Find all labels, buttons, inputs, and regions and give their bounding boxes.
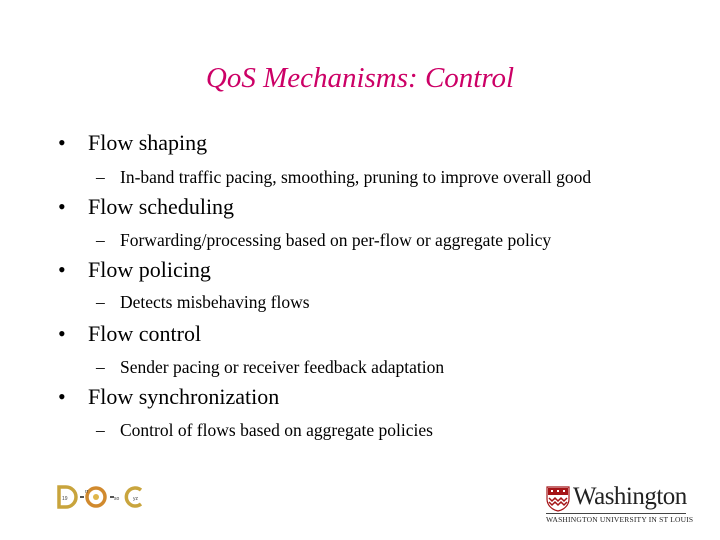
- washington-university-logo: [546, 483, 694, 524]
- svg-text:yz: yz: [133, 496, 138, 502]
- bullet-text: Flow scheduling: [88, 194, 235, 219]
- svg-text:rr: rr: [85, 489, 89, 495]
- bullet-item: [58, 321, 201, 347]
- dash-icon: –: [96, 230, 105, 250]
- sub-bullet-text: Sender pacing or receiver feedback adaptation: [120, 357, 445, 377]
- sub-bullet-text: Detects misbehaving flows: [120, 292, 310, 312]
- bullet-icon: •: [58, 257, 66, 282]
- bullet-text: Flow synchronization: [88, 384, 280, 409]
- slide-title: QoS Mechanisms: Control: [205, 62, 515, 94]
- sub-bullet-text: In-band traffic pacing, smoothing, pruning to improve overall good: [120, 167, 592, 187]
- bullet-icon: •: [58, 194, 66, 219]
- sub-bullet-text: Forwarding/processing based on per-flow or aggregate policy: [120, 230, 552, 250]
- sub-bullet-item: [96, 230, 551, 251]
- bullet-item: [58, 384, 279, 410]
- sub-bullet-item: [96, 357, 444, 378]
- bullet-item: [58, 194, 234, 220]
- bullet-item: [58, 130, 207, 156]
- washington-subtitle: WASHINGTON UNIVERSITY IN ST LOUIS: [546, 515, 694, 524]
- svg-text:19: 19: [62, 496, 68, 502]
- dash-icon: –: [96, 420, 105, 440]
- bullet-text: Flow shaping: [88, 130, 208, 155]
- bullet-text: Flow control: [88, 321, 202, 346]
- svg-text:so: so: [114, 496, 120, 502]
- sub-bullet-item: [96, 420, 433, 441]
- dash-icon: –: [96, 167, 105, 187]
- doc-group-logo-icon: [57, 484, 153, 510]
- sub-bullet-item: [96, 167, 591, 188]
- dash-icon: –: [96, 292, 105, 312]
- bullet-icon: •: [58, 321, 66, 346]
- dash-icon: –: [96, 357, 105, 377]
- washington-wordmark: Washington: [573, 483, 687, 510]
- washington-university-crest-icon: [546, 486, 570, 512]
- bullet-text: Flow policing: [88, 257, 211, 282]
- sub-bullet-item: [96, 292, 310, 313]
- sub-bullet-text: Control of flows based on aggregate policies: [120, 420, 433, 440]
- bullet-icon: •: [58, 130, 66, 155]
- bullet-item: [58, 257, 211, 283]
- bullet-icon: •: [58, 384, 66, 409]
